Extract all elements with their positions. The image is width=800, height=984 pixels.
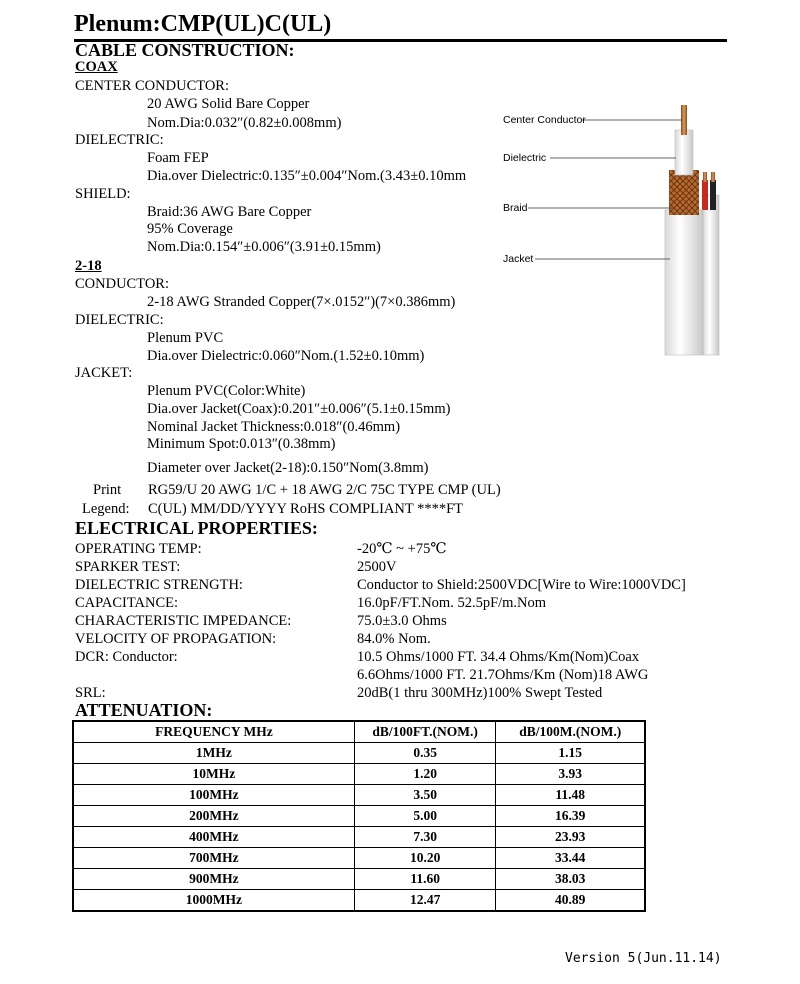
print-label: Print	[93, 482, 122, 498]
jacket-line1: Plenum PVC(Color:White)	[147, 383, 306, 399]
pair-label: 2-18	[75, 258, 102, 274]
callout-center-conductor: Center Conductor	[503, 114, 586, 126]
cell-frequency: 1000MHz	[73, 890, 354, 912]
cell-db-100ft: 12.47	[354, 890, 496, 912]
cell-db-100m: 23.93	[496, 827, 645, 848]
jacket-line5: Diameter over Jacket(2-18):0.150″Nom(3.8mm)	[147, 460, 429, 476]
cell-frequency: 200MHz	[73, 806, 354, 827]
elec-label-2: DIELECTRIC STRENGTH:	[75, 577, 243, 593]
elec-value-3: 16.0pF/FT.Nom. 52.5pF/m.Nom	[357, 595, 547, 611]
dielectric2-line2: Dia.over Dielectric:0.060″Nom.(1.52±0.10mm)	[147, 348, 425, 364]
cell-db-100m: 11.48	[496, 785, 645, 806]
elec-value-2: Conductor to Shield:2500VDC[Wire to Wire:1000VDC]	[357, 577, 686, 593]
elec-value-7: 6.6Ohms/1000 FT. 21.7Ohms/Km (Nom)18 AWG	[357, 667, 649, 683]
elec-value-5: 84.0% Nom.	[357, 631, 431, 647]
header-db-100ft: dB/100FT.(NOM.)	[354, 721, 496, 743]
shield-line1: Braid:36 AWG Bare Copper	[147, 204, 312, 220]
elec-label-6: DCR: Conductor:	[75, 649, 178, 665]
center-conductor-line1: 20 AWG Solid Bare Copper	[147, 96, 310, 112]
elec-label-3: CAPACITANCE:	[75, 595, 179, 611]
shield-line3: Nom.Dia:0.154″±0.006″(3.91±0.15mm)	[147, 239, 381, 255]
header-db-100m: dB/100M.(NOM.)	[496, 721, 645, 743]
cell-db-100m: 33.44	[496, 848, 645, 869]
elec-label-5: VELOCITY OF PROPAGATION:	[75, 631, 277, 647]
elec-value-1: 2500V	[357, 559, 397, 575]
jacket-line4: Minimum Spot:0.013″(0.38mm)	[147, 436, 336, 452]
cell-db-100m: 3.93	[496, 764, 645, 785]
cell-db-100ft: 1.20	[354, 764, 496, 785]
cell-db-100ft: 5.00	[354, 806, 496, 827]
page-title: Plenum:CMP(UL)C(UL)	[74, 11, 332, 37]
cell-db-100m: 16.39	[496, 806, 645, 827]
center-conductor-label: CENTER CONDUCTOR:	[75, 78, 230, 94]
shield-line2: 95% Coverage	[147, 221, 233, 237]
elec-label-1: SPARKER TEST:	[75, 559, 181, 575]
print-value: RG59/U 20 AWG 1/C + 18 AWG 2/C 75C TYPE CMP (UL)	[148, 482, 501, 498]
attenuation-table	[72, 720, 646, 912]
legend-value: C(UL) MM/DD/YYYY RoHS COMPLIANT ****FT	[148, 501, 463, 517]
conductor-line1: 2-18 AWG Stranded Copper(7×.0152″)(7×0.386mm)	[147, 294, 456, 310]
cell-frequency: 700MHz	[73, 848, 354, 869]
shield-label: SHIELD:	[75, 186, 131, 202]
legend-label: Legend:	[82, 501, 130, 517]
header-frequency: FREQUENCY MHz	[73, 721, 354, 743]
cell-frequency: 10MHz	[73, 764, 354, 785]
callout-dielectric: Dielectric	[503, 152, 547, 164]
jacket-label: JACKET:	[75, 365, 133, 381]
elec-value-0: -20℃ ~ +75℃	[357, 541, 447, 557]
dielectric-label: DIELECTRIC:	[75, 132, 164, 148]
cable-construction-heading: CABLE CONSTRUCTION:	[75, 40, 295, 60]
conductor-label: CONDUCTOR:	[75, 276, 169, 292]
elec-label-8: SRL:	[75, 685, 106, 701]
cell-db-100ft: 7.30	[354, 827, 496, 848]
cable-drawing	[500, 100, 730, 360]
center-conductor-line2: Nom.Dia:0.032″(0.82±0.008mm)	[147, 115, 342, 131]
dielectric2-label: DIELECTRIC:	[75, 312, 164, 328]
cell-frequency: 900MHz	[73, 869, 354, 890]
dielectric2-line1: Plenum PVC	[147, 330, 224, 346]
cell-db-100m: 1.15	[496, 743, 645, 764]
callout-jacket: Jacket	[503, 253, 534, 265]
table-row	[73, 764, 645, 785]
elec-label-0: OPERATING TEMP:	[75, 541, 202, 557]
cell-frequency: 100MHz	[73, 785, 354, 806]
cable-illustration	[500, 100, 730, 360]
cell-db-100m: 38.03	[496, 869, 645, 890]
elec-value-6: 10.5 Ohms/1000 FT. 34.4 Ohms/Km(Nom)Coax	[357, 649, 640, 665]
electrical-heading: ELECTRICAL PROPERTIES:	[75, 518, 318, 538]
dielectric-line1: Foam FEP	[147, 150, 209, 166]
table-row	[73, 785, 645, 806]
attenuation-heading: ATTENUATION:	[75, 700, 213, 720]
table-row	[73, 848, 645, 869]
elec-value-8: 20dB(1 thru 300MHz)100% Swept Tested	[357, 685, 603, 701]
table-row	[73, 743, 645, 764]
coax-label: COAX	[75, 59, 118, 75]
cell-db-100ft: 3.50	[354, 785, 496, 806]
elec-value-4: 75.0±3.0 Ohms	[357, 613, 447, 629]
jacket-line2: Dia.over Jacket(Coax):0.201″±0.006″(5.1±0.15mm)	[147, 401, 451, 417]
table-header-row	[73, 721, 645, 743]
cell-db-100ft: 10.20	[354, 848, 496, 869]
callout-braid: Braid	[503, 202, 528, 214]
dielectric-line2: Dia.over Dielectric:0.135″±0.004″Nom.(3.43±0.10mm	[147, 168, 467, 184]
table-row	[73, 827, 645, 848]
table-row	[73, 890, 645, 912]
cell-db-100ft: 0.35	[354, 743, 496, 764]
cell-frequency: 1MHz	[73, 743, 354, 764]
jacket-line3: Nominal Jacket Thickness:0.018″(0.46mm)	[147, 419, 401, 435]
cell-db-100m: 40.89	[496, 890, 645, 912]
version-label: Version 5(Jun.11.14)	[565, 951, 722, 966]
cell-db-100ft: 11.60	[354, 869, 496, 890]
cell-frequency: 400MHz	[73, 827, 354, 848]
elec-label-4: CHARACTERISTIC IMPEDANCE:	[75, 613, 292, 629]
table-row	[73, 869, 645, 890]
table-row	[73, 806, 645, 827]
